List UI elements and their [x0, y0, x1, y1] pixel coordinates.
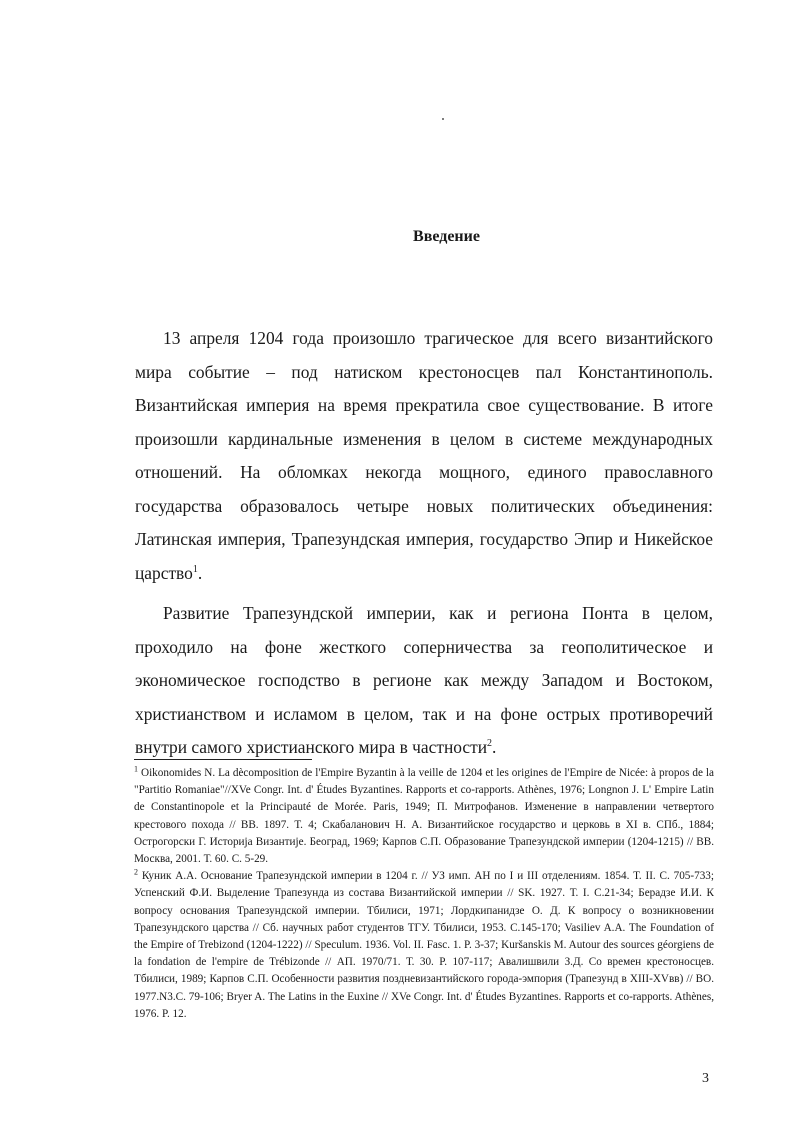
footnote-number: 2: [134, 867, 138, 877]
footnote-number: 1: [134, 764, 138, 774]
footnote-separator: [134, 759, 312, 760]
main-text: [135, 322, 713, 765]
scan-speck: [442, 118, 444, 120]
paragraph-tail: .: [492, 737, 497, 757]
paragraph-tail: .: [197, 562, 203, 583]
footnote-text: Куник А.А. Основание Трапезундской империи в 1204 г. // УЗ имп. АН по I и III отделениям. 1854. Т. II. С. 705-733; Успенский Ф.И. Выделение Трапезунда из состава Византийской империи // SK. 1927. Т. I. С.21-34; Берадзе И.И. К вопросу основания Трапезундской империи. Тбилиси, 1971; Лордкипанидзе О. Д. К вопросу о возникновении Трапезундского царства // Сб. научных работ студентов ТГУ. Тбилиси, 1953. С.145-170; Vasiliev A.A. The Foundation of the Empire of Trebizond (1204-1222) // Speculum. 1936. Vol. II. Fasc. 1. P. 3-37; Kuršanskis M. Autour des sources géorgiens de la fondation de l'empire de Trébizonde // АП. 1970/71. Т. 30. P. 107-117; Авалишвили З.Д. Со времен крестоносцев. Тбилиси, 1989; Карпов С.П. Особенности развития поздневизантийского города-эмпория (Трапезунд в XIII-XVвв) // ВО. 1977.N3.С. 79-106; Bryer A. The Latins in the Euxine // XVe Congr. Int. d' Études Byzantines. Rapports et co-rapports. Athènes, 1976. P. 12.: [134, 870, 715, 1020]
footnote: [134, 868, 714, 1023]
paragraph-text: 13 апреля 1204 года произошло трагическое для всего византийского мира событие – под натиском крестоносцев пал Константинополь. Византийская империя на время прекратила свое существование. В итоге произошли кардинальные изменения в целом в системе международных отношений. На обломках некогда мощного, единого православного государства образовалось четыре новых политических объединения: Латинская империя, Трапезундская империя, государство Эпир и Никейское царство: [135, 328, 713, 583]
footnote-text: Oikonomides N. La dècomposition de l'Empire Byzantin à la veille de 1204 et les origines de l'Empire de Nicée: à propos de la "Partitio Romaniae"//XVe Congr. Int. d' Études Byzantines. Rapports et co-rapports. Athènes, 1976; Longnon J. L' Empire Latin de Constantinopole et la Principauté de Morée. Paris, 1949; П. Митрофанов. Изменение в направлении четвертого крестового похода // ВВ. 1897. Т. 4; Скабаланович Н. А. Византийское государство и церковь в XI в. СПб., 1884; Острогорски Г. Историја Византије. Београд, 1969; Карпов С.П. Образование Трапезундской империи (1204-1215) // ВВ. Москва, 2001. Т. 60. С. 5-29.: [134, 767, 715, 866]
footnote-ref[interactable]: 1: [192, 563, 198, 575]
paragraph: [135, 597, 713, 765]
footnote: [134, 765, 714, 868]
page-number: 3: [702, 1071, 709, 1086]
paragraph-text: Развитие Трапезундской империи, как и региона Понта в целом, проходило на фоне жесткого соперничества за геополитическое и экономическое господство в регионе как между Западом и Востоком, христианством и исламом в целом, так и на фоне острых противоречий внутри самого христианского мира в частности: [135, 603, 713, 757]
footnotes: [134, 765, 714, 1023]
page-title: Введение: [413, 228, 480, 245]
paragraph: [135, 322, 713, 590]
footnote-ref[interactable]: 2: [487, 738, 493, 750]
